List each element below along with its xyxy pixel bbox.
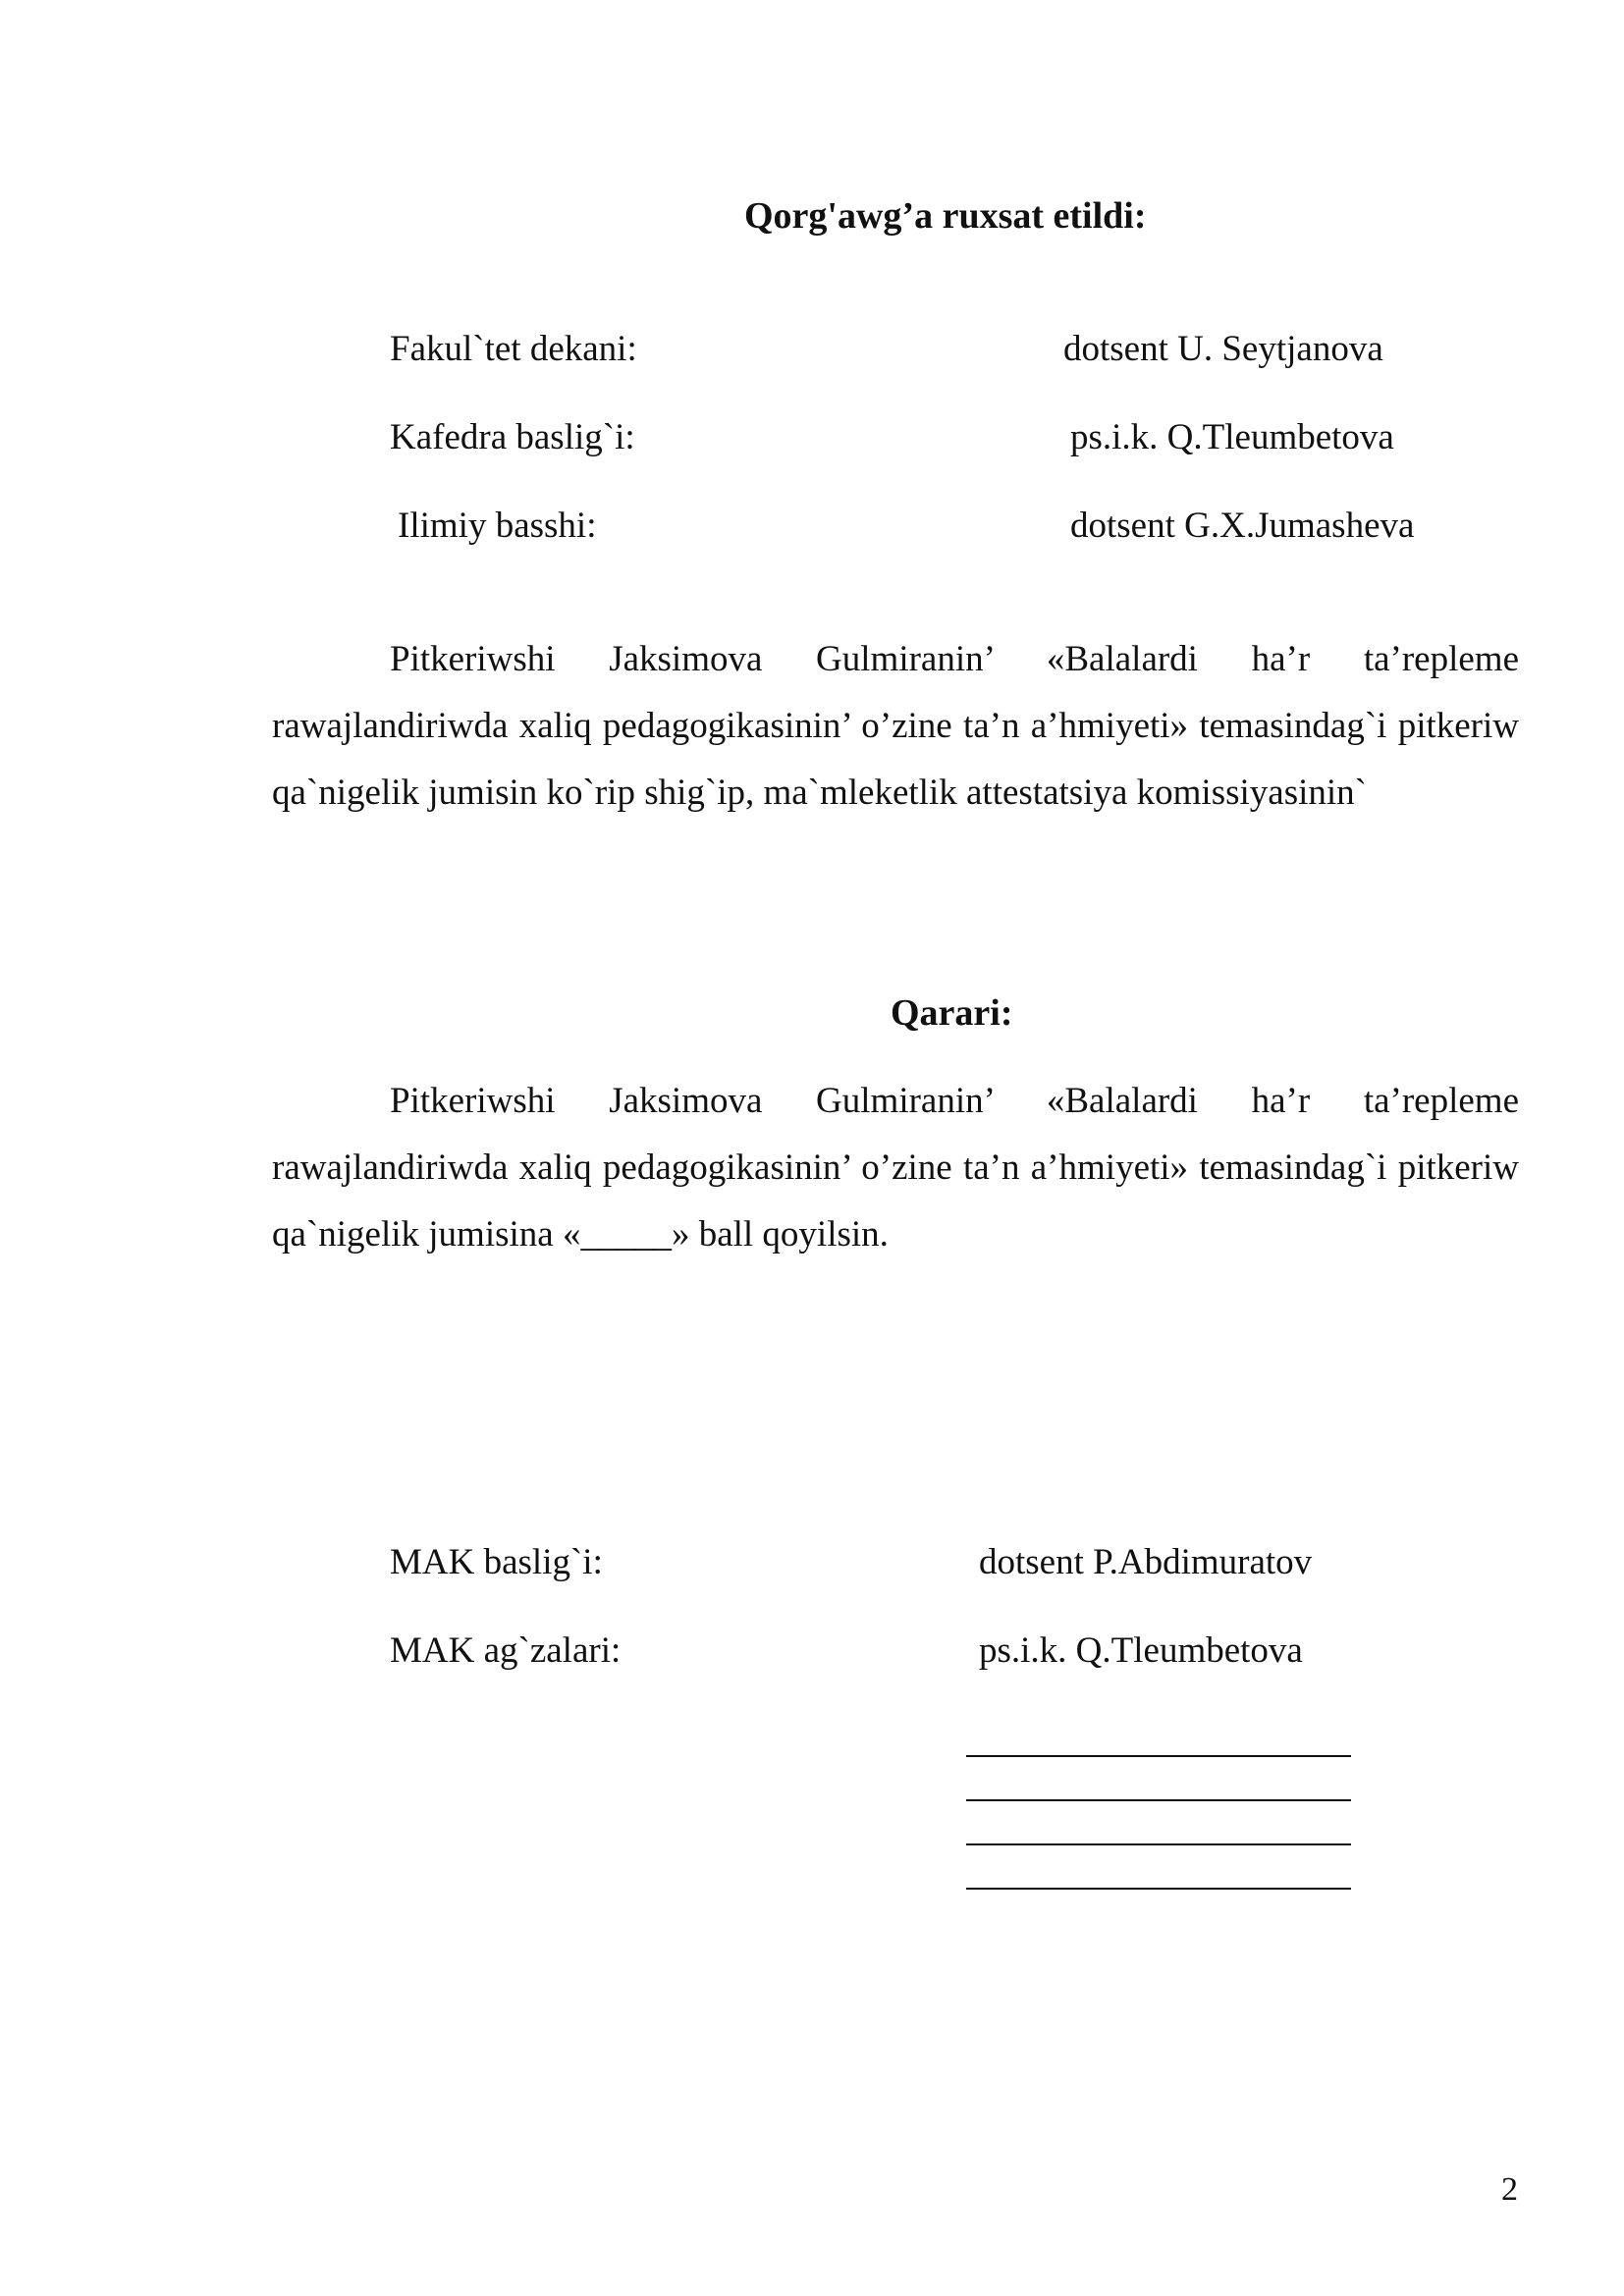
signature-line: [966, 1843, 1351, 1845]
department-head-value: ps.i.k. Q.Tleumbetova: [1070, 417, 1394, 457]
supervisor-label: Ilimiy basshi:: [398, 506, 597, 546]
dean-value: dotsent U. Seytjanova: [1063, 329, 1383, 369]
decision-paragraph-text: Pitkeriwshi Jaksimova Gulmiranin’ «Balalardi ha’r ta’repleme rawajlandiriwda xaliq pedagogikasinin’ o’zine ta’n a’hmiyeti» temasindag`i pitkeriw qa`nigelik jumisina «_____» ball qoyilsin.: [272, 1081, 1519, 1255]
approval-heading: Qorg'awg’a ruxsat etildi:: [744, 195, 1147, 237]
decision-heading: Qarari:: [891, 992, 1013, 1034]
signature-line: [966, 1755, 1351, 1757]
intro-paragraph-text: Pitkeriwshi Jaksimova Gulmiranin’ «Balalardi ha’r ta’repleme rawajlandiriwda xaliq pedagogikasinin’ o’zine ta’n a’hmiyeti» temasindag`i pitkeriw qa`nigelik jumisin ko`rip shig`ip, ma`mleketlik attestatsiya komissiyasinin`: [272, 639, 1519, 813]
page-number: 2: [1501, 2171, 1518, 2208]
decision-paragraph: [272, 1068, 1519, 1268]
signature-line: [966, 1888, 1351, 1890]
commission-chair-label: MAK baslig`i:: [390, 1542, 603, 1582]
department-head-label: Kafedra baslig`i:: [390, 417, 635, 457]
supervisor-value: dotsent G.X.Jumasheva: [1070, 506, 1415, 546]
intro-paragraph: [272, 626, 1519, 827]
commission-members-value: ps.i.k. Q.Tleumbetova: [979, 1630, 1303, 1671]
dean-label: Fakul`tet dekani:: [390, 329, 637, 369]
signature-line: [966, 1799, 1351, 1801]
commission-chair-value: dotsent P.Abdimuratov: [979, 1542, 1313, 1582]
commission-members-label: MAK ag`zalari:: [390, 1630, 622, 1671]
